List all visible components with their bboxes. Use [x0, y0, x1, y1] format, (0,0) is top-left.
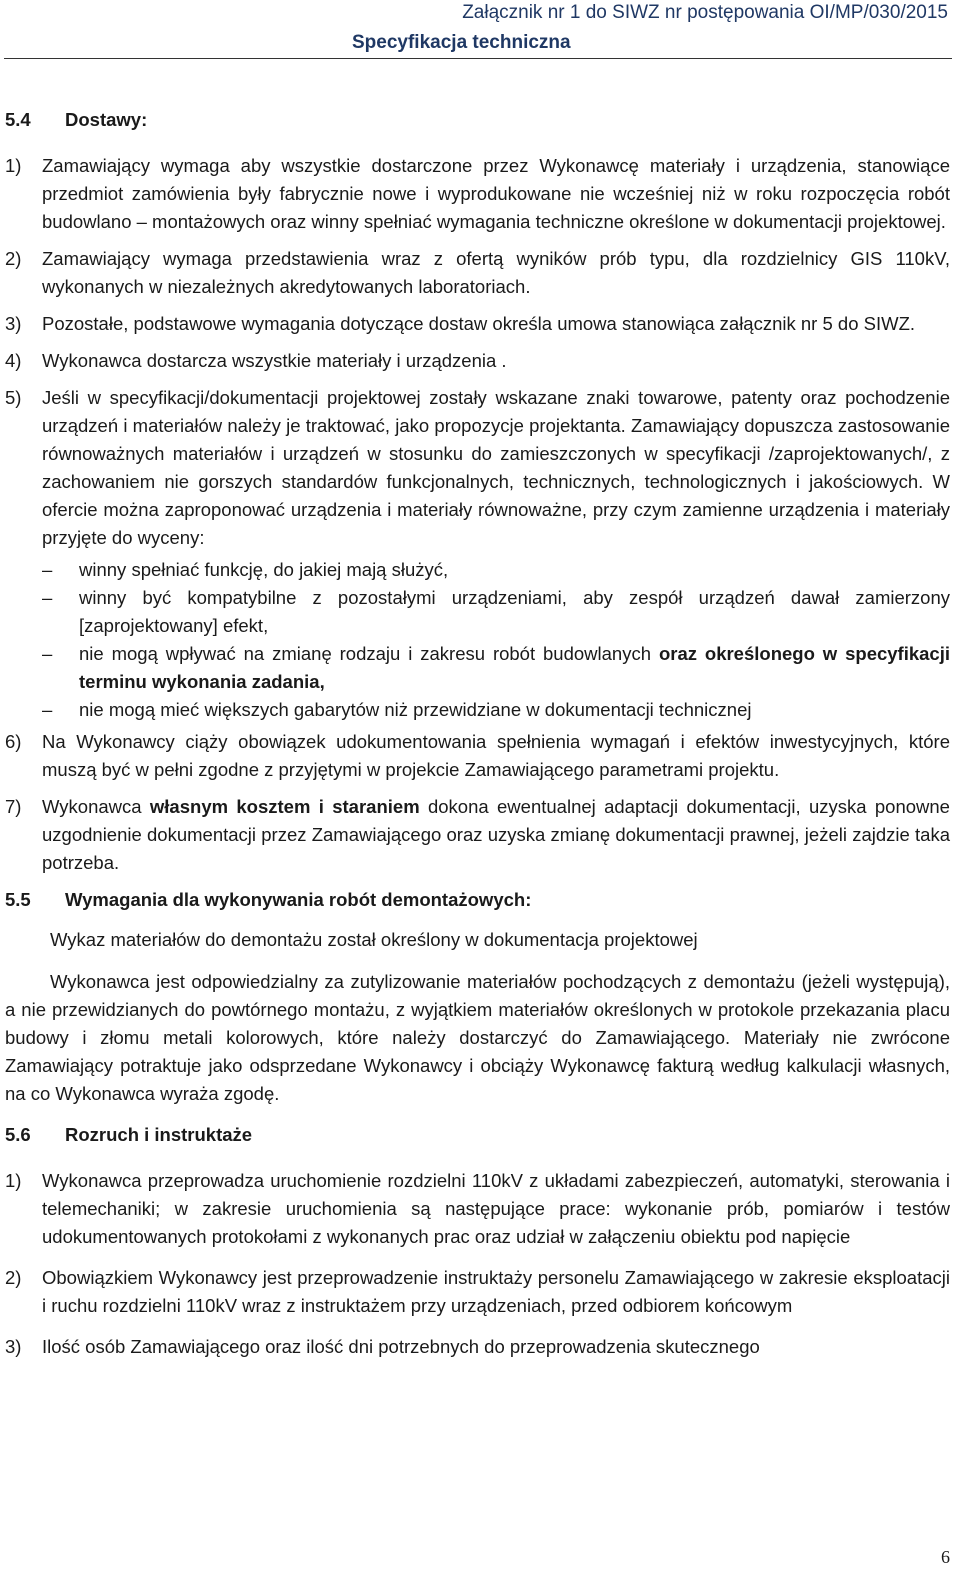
page-number: 6 [941, 1547, 950, 1567]
dash-text [79, 640, 950, 696]
list-item [5, 347, 950, 375]
page-header [0, 0, 960, 60]
item-text: Wykonawca dostarcza wszystkie materiały i urządzenia . [42, 350, 507, 371]
list-item [5, 793, 950, 877]
dash-text: winny być kompatybilne z pozostałymi urządzeniami, aby zespół urządzeń dawał zamierzony [zaprojektowany] efekt, [79, 587, 950, 636]
startup-list [5, 1167, 950, 1361]
item-number: 2) [5, 248, 22, 269]
list-item [5, 152, 950, 236]
item-number: 7) [5, 796, 22, 817]
dash-marker: – [42, 587, 53, 608]
item-text-bold: własnym kosztem i staraniem [149, 796, 420, 817]
section-title: Dostawy: [65, 109, 148, 130]
item-text-regular: dokona ewentualnej adaptacji dokumentacji, uzyska ponowne uzgodnienie dokumentacji przez Zamawiającego oraz uzyska zmianę dokumentacji prawnej, jeżeli zajdzie taka potrzeba. [42, 796, 950, 873]
dash-text-regular: nie mogą wpływać na zmianę rodzaju i zakresu robót budowlanych [79, 643, 659, 664]
section-number: 5.6 [5, 1124, 31, 1145]
item-text-body: Jeśli w specyfikacji/dokumentacji projektowej zostały wskazane znaki towarowe, patenty oraz pochodzenie urządzeń i materiałów należy je traktować, jako propozycje projektanta. Zamawiający dopuszcza zastosowanie równoważnych materiałów i urządzeń w stosunku do zamieszczonych w specyfikacji /zaprojektowanych/, z zachowaniem nie gorszych standardów funkcjonalnych, technicznych, technologicznych i jakościowych. W ofercie można zaproponować urządzenia i materiały równoważne, przy czym zamienne urządzenia i materiały przyjęte do wyceny: [42, 387, 950, 548]
item-number: 4) [5, 350, 22, 371]
header-divider [4, 58, 952, 59]
dash-text-bold: oraz określonego w specyfikacji terminu wykonania zadania, [79, 643, 951, 692]
item-number: 3) [5, 313, 22, 334]
section-title: Wymagania dla wykonywania robót demontażowych: [65, 889, 532, 910]
item-number: 5) [5, 387, 22, 408]
list-item [5, 384, 950, 728]
section-heading-5-4 [5, 106, 950, 134]
item-number: 1) [5, 1170, 22, 1191]
item-number: 6) [5, 731, 22, 752]
section-heading-5-5 [5, 886, 950, 914]
item-text [42, 793, 950, 877]
document-body [5, 106, 950, 1370]
paragraph: Wykaz materiałów do demontażu został określony w dokumentacja projektowej [50, 929, 698, 950]
item-number: 1) [5, 155, 22, 176]
item-text: Na Wykonawcy ciąży obowiązek udokumentowania spełnienia wymagań i efektów inwestycyjnych, które muszą być w pełni zgodne z przyjętymi w projekcie Zamawiającego parametrami projektu. [42, 731, 950, 780]
item-text: Zamawiający wymaga aby wszystkie dostarczone przez Wykonawcę materiały i urządzenia, stanowiące przedmiot zamówienia były fabrycznie nowe i wyprodukowane nie wcześniej niż w roku rozpoczęcia robót budowlano – montażowych oraz winny spełniać wymagania techniczne określone w dokumentacji projektowej. [42, 155, 950, 232]
list-item [5, 1167, 950, 1251]
list-item [5, 1264, 950, 1320]
dash-item [42, 640, 950, 696]
item-text [42, 384, 950, 728]
dash-text: nie mogą mieć większych gabarytów niż przewidziane w dokumentacji technicznej [79, 699, 752, 720]
section-number: 5.5 [5, 889, 31, 910]
header-attachment-title: Załącznik nr 1 do SIWZ nr postępowania OI/MP/030/2015 [462, 2, 948, 23]
dash-marker: – [42, 559, 53, 580]
dash-item [42, 556, 950, 584]
section-number: 5.4 [5, 109, 31, 130]
list-item [5, 310, 950, 338]
item-text: Wykonawca przeprowadza uruchomienie rozdzielni 110kV z układami zabezpieczeń, automatyki, sterowania i telemechaniki; w zakresie uruchomienia są następujące prace: wykonanie prób, pomiarów i testów udokumentowanych protokołami z wykonanych prac oraz udział w załączeniu obiektu pod napięcie [42, 1170, 950, 1247]
section-title: Rozruch i instruktaże [65, 1124, 253, 1145]
dash-marker: – [42, 643, 53, 664]
requirements-dash-list [42, 556, 950, 724]
item-text: Obowiązkiem Wykonawcy jest przeprowadzenie instruktaży personelu Zamawiającego w zakresie eksploatacji i ruchu rozdzielni 110kV wraz z instruktażem przy urządzeniach, przed odbiorem końcowym [42, 1267, 950, 1316]
header-spec-title: Specyfikacja techniczna [352, 32, 571, 53]
section-heading-5-6 [5, 1121, 950, 1149]
item-number: 2) [5, 1267, 22, 1288]
item-text-regular: Wykonawca [42, 796, 150, 817]
list-item [5, 245, 950, 301]
dash-marker: – [42, 699, 53, 720]
item-text: Ilość osób Zamawiającego oraz ilość dni potrzebnych do przeprowadzenia skutecznego [42, 1336, 760, 1357]
list-item [5, 728, 950, 784]
paragraph: Wykonawca jest odpowiedzialny za zutylizowanie materiałów pochodzących z demontażu (jeżeli występują), a nie przewidzianych do powtórnego montażu, z wyjątkiem materiałów określonych w protokole przekazania placu budowy i złomu metali kolorowych, które należy dostarczyć do Zamawiającego. Materiały nie zwrócone Zamawiający potraktuje jako odsprzedane Wykonawcy i obciąży Wykonawcę fakturą według kalkulacji własnych, na co Wykonawca wyraża zgodę. [5, 971, 950, 1104]
dash-item [42, 584, 950, 640]
dash-text: winny spełniać funkcję, do jakiej mają służyć, [79, 559, 449, 580]
item-number: 3) [5, 1336, 22, 1357]
list-item [5, 1333, 950, 1361]
deliveries-list [5, 152, 950, 877]
dash-item [42, 696, 950, 724]
item-text: Pozostałe, podstawowe wymagania dotyczące dostaw określa umowa stanowiąca załącznik nr 5 do SIWZ. [42, 313, 916, 334]
item-text: Zamawiający wymaga przedstawienia wraz z ofertą wyników prób typu, dla rozdzielnicy GIS 110kV, wykonanych w niezależnych akredytowanych laboratoriach. [42, 248, 950, 297]
